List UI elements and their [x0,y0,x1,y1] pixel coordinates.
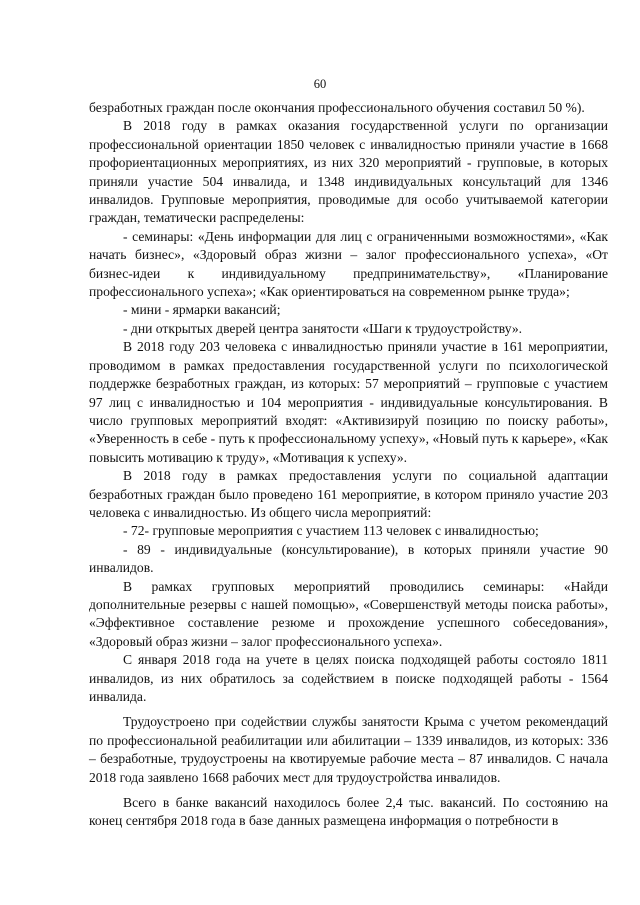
paragraph-13: Всего в банке вакансий находилось более 2,4 тыс. вакансий. По состоянию на конец сентября 2018 года в базе данных размещена информация о потребности в [89,795,608,829]
paragraph-4: - мини - ярмарки вакансий; [123,302,281,318]
paragraph-6: В 2018 году 203 человека с инвалидностью приняли участие в 161 мероприятии, проводимом в рамках предоставления государственной услуги по психологической поддержке безработных граждан, из которых: 57 мероприятий – групповые с участием 97 лиц с инвалидностью и 104 мероприятия - индивидуальные консультирования. В число групповых мероприятий входят: «Активизируй позицию по поиску работы», «Уверенность в себе - путь к профессиональному успеху», «Новый путь к карьере», «Как повысить мотивацию к труду», «Мотивация к успеху». [89,339,608,465]
paragraph-10: В рамках групповых мероприятий проводились семинары: «Найди дополнительные резервы с нашей помощью», «Совершенствуй методы поиска работы», «Эффективное составление резюме и прохождение успешного собеседования», «Здоровый образ жизни – залог профессионального успеха». [89,578,608,649]
paragraph-2: В 2018 году в рамках оказания государственной услуги по организации профессиональной ориентации 1850 человек с инвалидностью приняли участие в 1668 профориентационных мероприятиях, из них 320 мероприятий - групповые, в которых приняли участие 504 инвалида, и 1348 индивидуальных консультаций для 1346 инвалидов. Групповые мероприятия, проводимые для особо учитываемой категории граждан, тематически распределены: [89,118,608,226]
paragraph-11: С января 2018 года на учете в целях поиска подходящей работы состояло 1811 инвалидов, из них обратилось за содействием в поиске подходящей работы - 1564 инвалида. [89,652,608,704]
page-number: 60 [313,77,327,91]
paragraph-7: В 2018 году в рамках предоставления услуги по социальной адаптации безработных граждан было проведено 161 мероприятие, в котором приняло участие 203 человека с инвалидностью. Из общего числа мероприятий: [89,468,608,520]
paragraph-1: безработных граждан после окончания профессионального обучения составил 50 %). [89,100,585,115]
paragraph-3: - семинары: «День информации для лиц с ограниченными возможностями», «Как начать бизнес», «Здоровый образ жизни – залог профессионального успеха», «От бизнес-идеи к индивидуальному предпринимательству», «Планирование профессионального успеха»; «Как ориентироваться на современном рынке труда»; [89,228,608,300]
paragraph-5: - дни открытых дверей центра занятости «Шаги к трудоустройству». [123,320,523,336]
paragraph-9: - 89 - индивидуальные (консультирование), в которых приняли участие 90 инвалидов. [89,541,608,576]
document-body [89,99,608,831]
paragraph-12: Трудоустроено при содействии службы занятости Крыма с учетом рекомендаций по профессиональной реабилитации или абилитации – 1339 инвалидов, из которых: 336 – безработные, трудоустроены на квотируемые рабочие места – 87 инвалидов. С начала 2018 года заявлено 1668 рабочих мест для трудоустройства инвалидов. [89,714,608,785]
paragraph-8: - 72- групповые мероприятия с участием 113 человек с инвалидностью; [123,523,539,539]
